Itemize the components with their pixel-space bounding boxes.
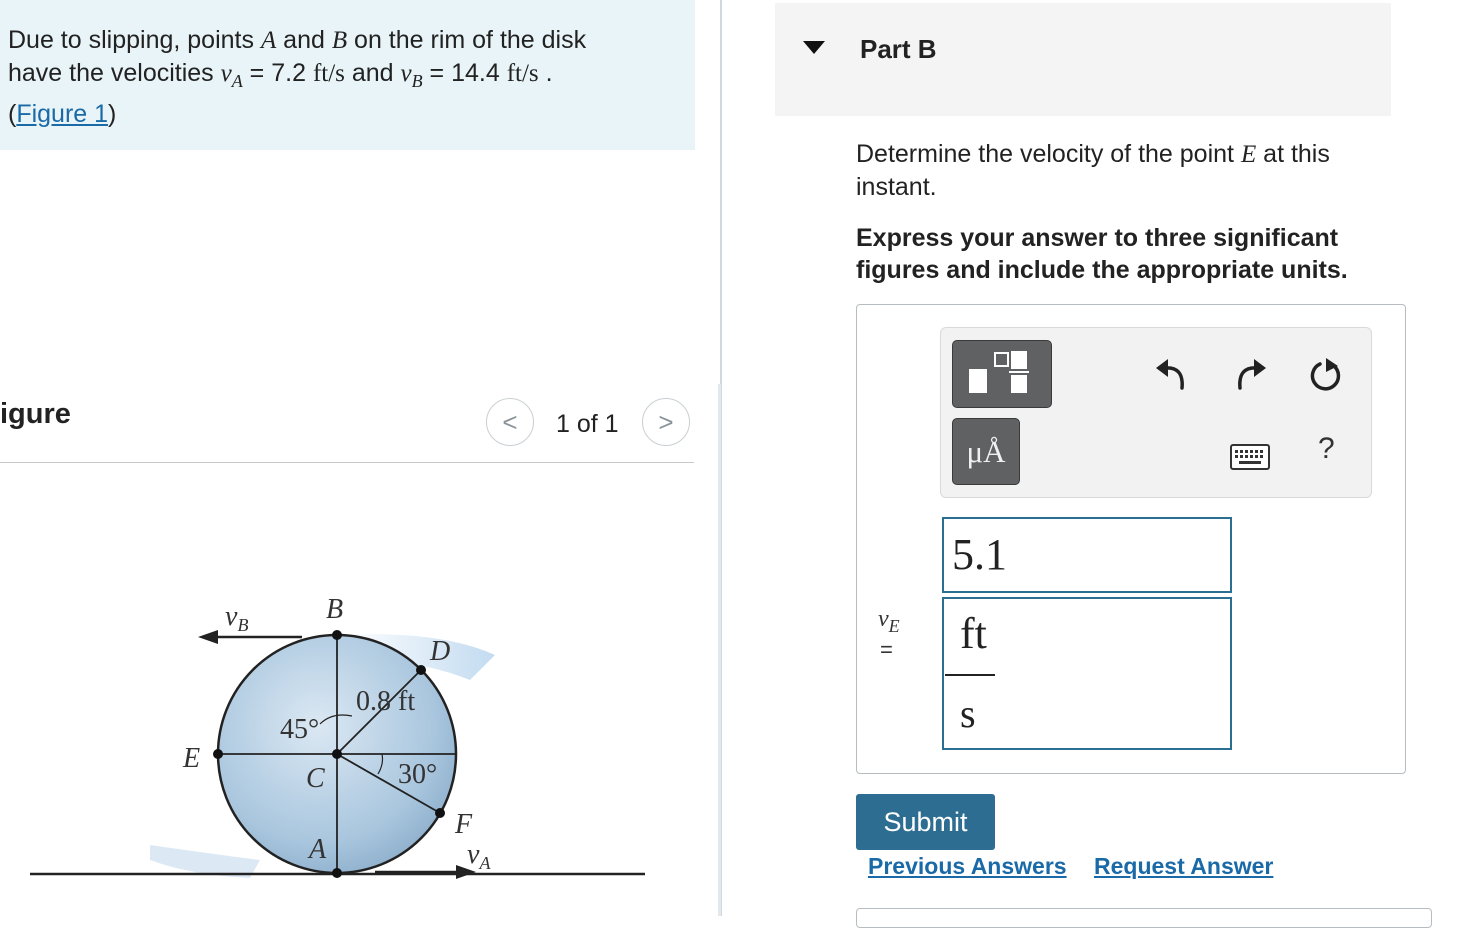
point-d (416, 665, 426, 675)
problem-text-and: and (276, 26, 332, 54)
undo-icon[interactable] (1154, 356, 1190, 392)
b-label: B (326, 594, 344, 625)
answer-variable: v (878, 606, 889, 632)
va-value: = 7.2 (242, 59, 313, 87)
e-label: E (183, 743, 201, 774)
vb-subscript: B (411, 71, 423, 91)
problem-period: . (538, 59, 553, 87)
next-figure-button[interactable] (642, 398, 690, 446)
c-label: C (306, 763, 325, 794)
a-label: A (309, 834, 327, 865)
problem-text-and2: and (344, 59, 401, 87)
next-panel-edge (856, 908, 1432, 928)
vb-symbol: v (400, 60, 412, 87)
collapse-triangle-icon[interactable] (803, 41, 825, 54)
part-b-title: Part B (860, 34, 937, 64)
angle-45-label: 45° (280, 714, 320, 745)
figure-1-link[interactable]: Figure 1 (16, 100, 109, 128)
chevron-left-icon: < (502, 406, 518, 437)
fraction-template-icon (953, 341, 1053, 409)
question-point-e: E (1240, 141, 1257, 168)
request-answer-link[interactable]: Request Answer (1094, 853, 1274, 879)
vb-value: = 14.4 (422, 59, 507, 87)
previous-figure-button[interactable] (486, 398, 534, 446)
point-f (435, 808, 445, 818)
problem-statement (8, 24, 688, 131)
problem-text-3: have the velocities (8, 59, 221, 87)
templates-button[interactable] (952, 340, 1052, 408)
point-b (332, 630, 342, 640)
vb-arrowhead (198, 630, 218, 644)
problem-text-2: on the rim of the disk (347, 26, 587, 54)
vb-unit: ft/s (506, 60, 539, 87)
radius-label: 0.8 ft (356, 686, 416, 717)
figure-divider (0, 462, 694, 463)
va-symbol: v (220, 60, 232, 87)
pane-divider-lower (718, 384, 721, 916)
question-text (856, 138, 1416, 203)
units-button[interactable]: μÅ (952, 418, 1020, 485)
paren-close: ) (108, 100, 117, 128)
figure-page-count: 1 of 1 (556, 410, 619, 438)
d-label: D (430, 636, 451, 667)
disk-diagram (0, 560, 700, 916)
problem-text-1: Due to slipping, points (8, 26, 261, 54)
reset-icon[interactable] (1306, 356, 1346, 396)
va-subscript: A (231, 71, 243, 91)
point-c (332, 749, 342, 759)
help-icon[interactable]: ? (1318, 432, 1335, 465)
chevron-right-icon: > (658, 406, 674, 437)
value-input[interactable]: 5.1 (942, 517, 1232, 593)
va-unit: ft/s (312, 60, 345, 87)
answer-variable-label (878, 605, 900, 637)
figure-panel-title: igure (0, 398, 71, 430)
vb-label: $v_B$ (225, 601, 249, 635)
question-text-post: at this instant. (856, 140, 1330, 201)
point-b-symbol: B (331, 27, 348, 54)
unit-numerator: ft (960, 609, 987, 658)
equals-sign: = (880, 637, 893, 662)
redo-icon[interactable] (1232, 356, 1268, 392)
angle-30-label: 30° (398, 759, 438, 790)
point-e (213, 749, 223, 759)
paren-open: ( (8, 100, 17, 128)
va-label: $v_A$ (467, 839, 491, 873)
unit-denominator: s (960, 691, 976, 736)
previous-answers-link[interactable]: Previous Answers (868, 853, 1067, 879)
point-a-symbol: A (260, 27, 277, 54)
unit-fraction-bar (945, 674, 995, 676)
answer-variable-subscript: E (888, 615, 900, 636)
point-a (332, 868, 342, 878)
submit-button[interactable]: Submit (856, 794, 995, 850)
question-text-pre: Determine the velocity of the point (856, 140, 1241, 168)
keyboard-icon[interactable] (1230, 444, 1270, 470)
instruction-text: Express your answer to three significant figures and include the appropriate units. (856, 224, 1348, 284)
f-label: F (455, 809, 473, 840)
